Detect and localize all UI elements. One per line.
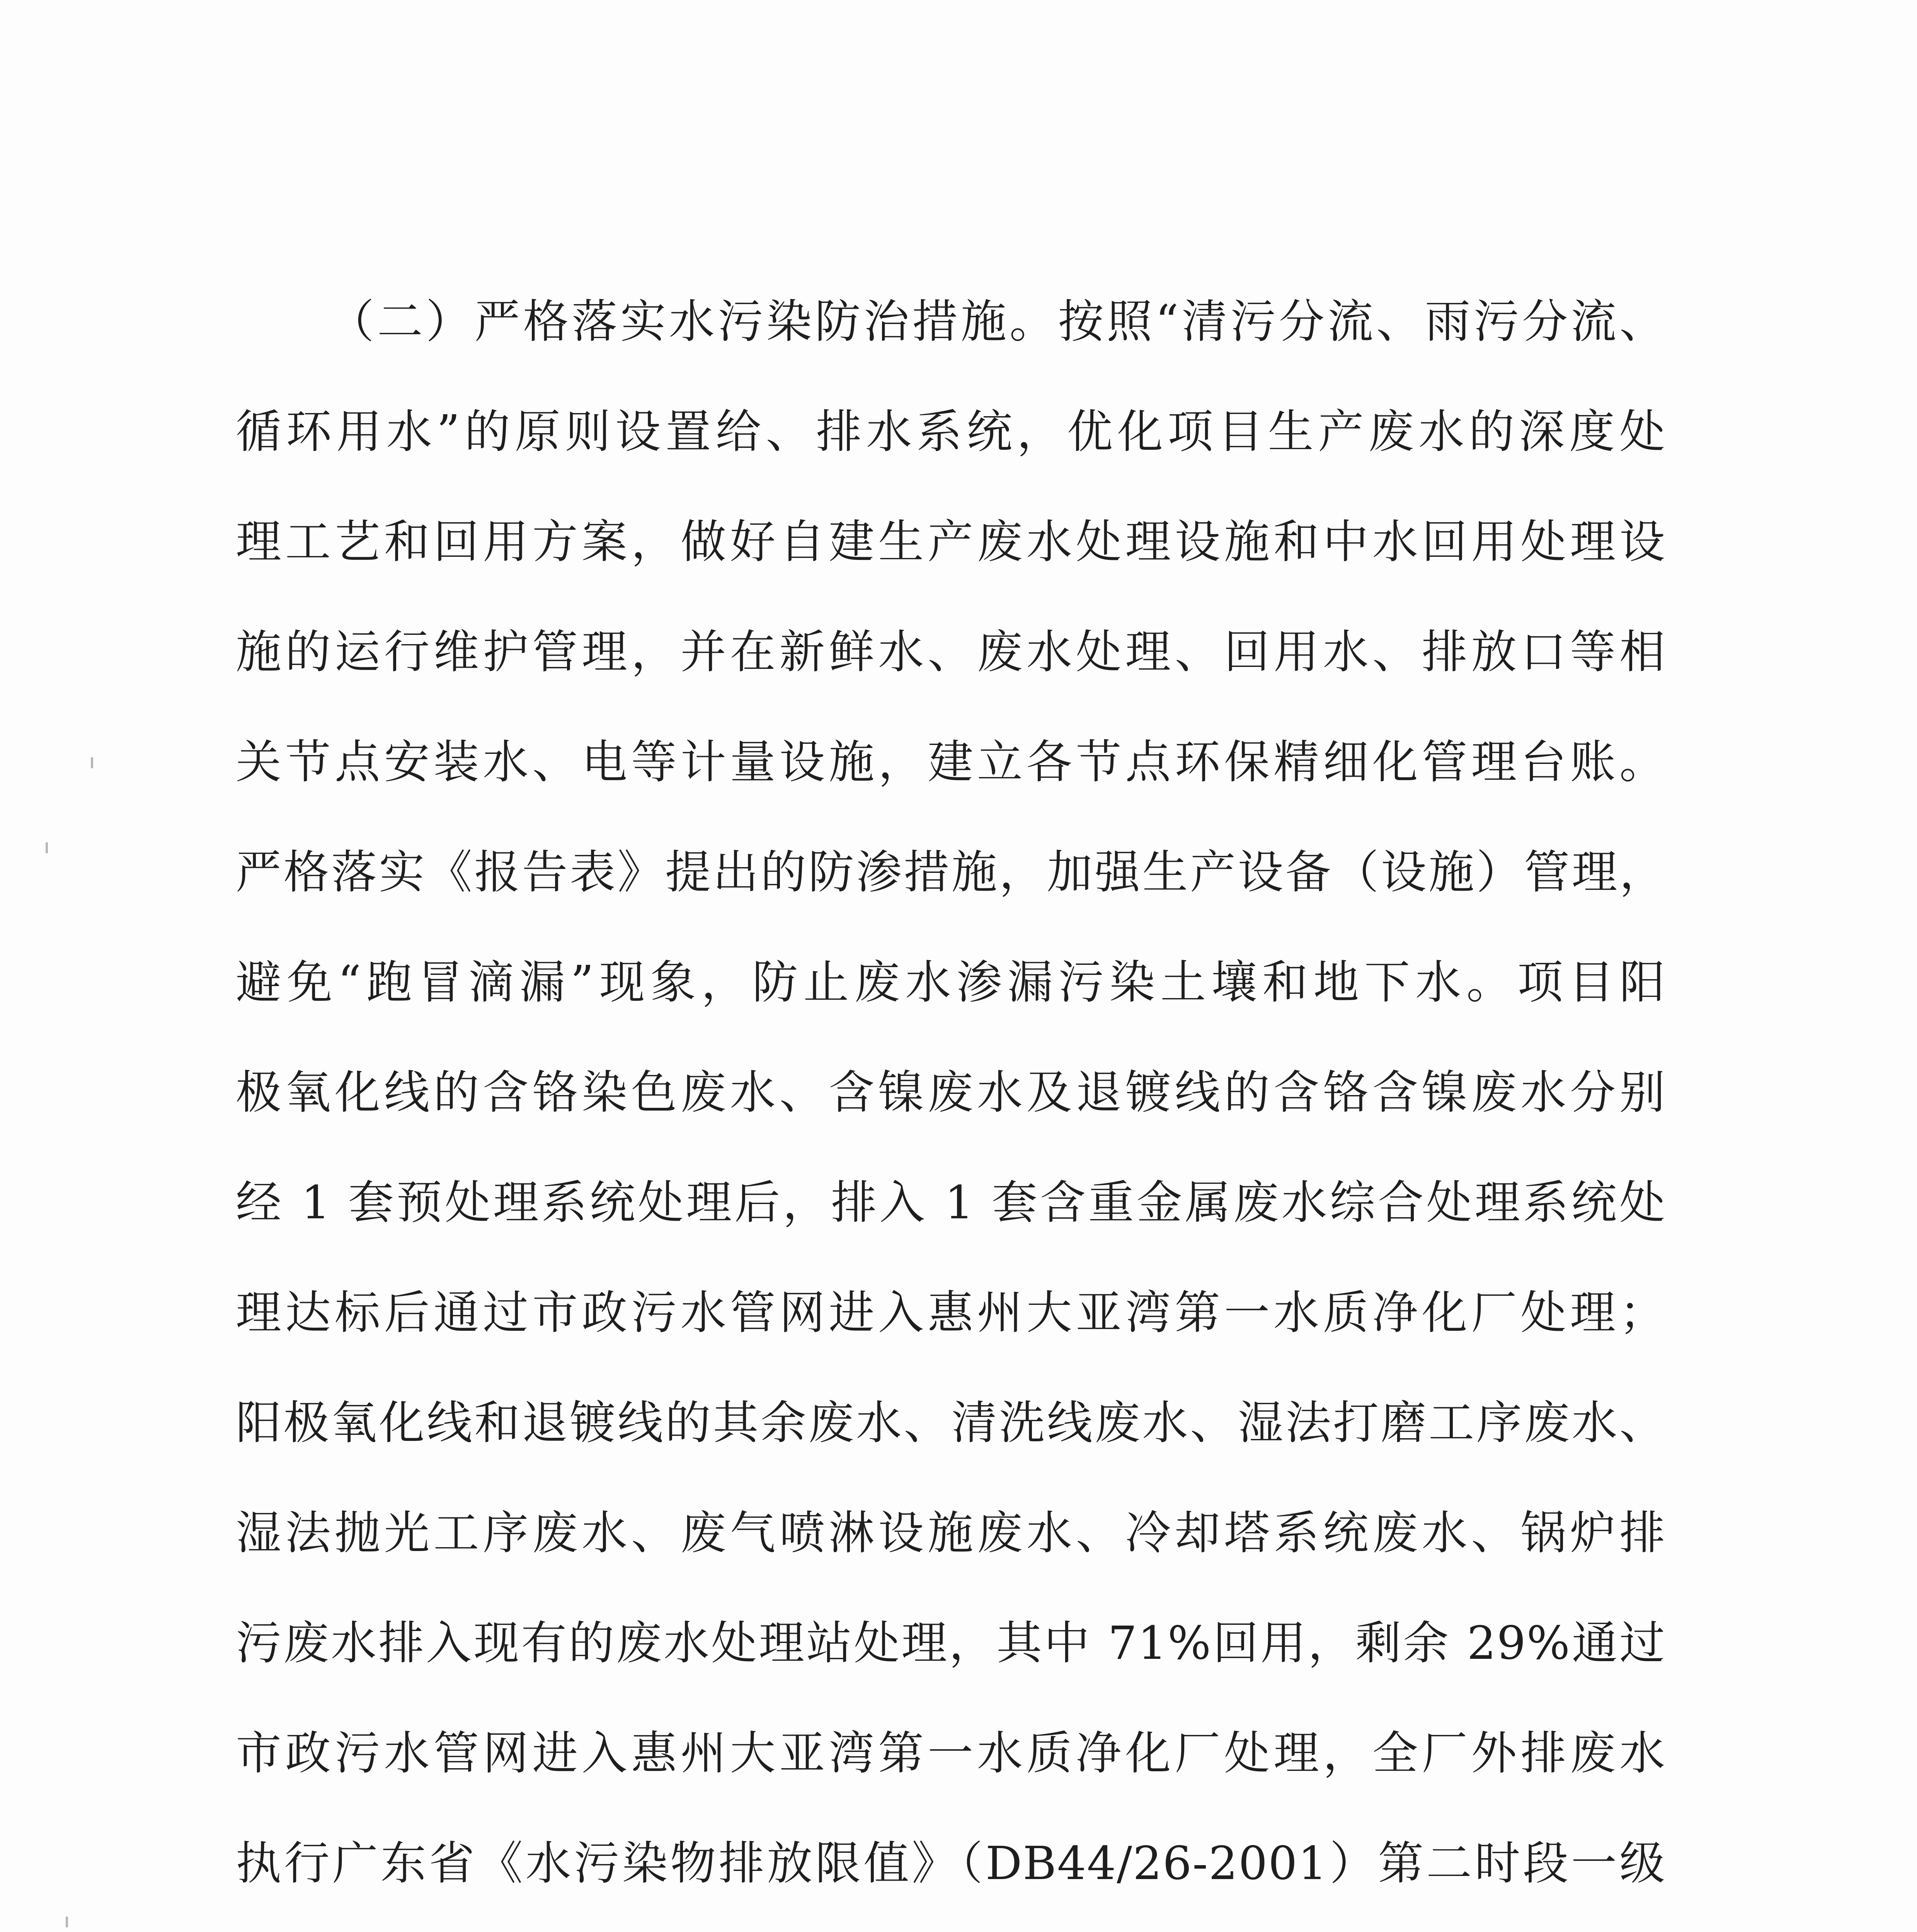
text-line: 理达标后通过市政污水管网进入惠州大亚湾第一水质净化厂处理； bbox=[236, 1286, 1666, 1339]
scan-speck bbox=[66, 1917, 68, 1927]
text-line: 阳极氧化线和退镀线的其余废水、清洗线废水、湿法打磨工序废水、 bbox=[236, 1396, 1666, 1449]
text-line: 理工艺和回用方案，做好自建生产废水处理设施和中水回用处理设 bbox=[236, 515, 1666, 568]
text-line: 湿法抛光工序废水、废气喷淋设施废水、冷却塔系统废水、锅炉排 bbox=[236, 1506, 1666, 1560]
text-line: 执行广东省《水污染物排放限值》（DB44/26-2001）第二时段一级 bbox=[236, 1837, 1666, 1890]
text-line: 市政污水管网进入惠州大亚湾第一水质净化厂处理，全厂外排废水 bbox=[236, 1726, 1666, 1780]
scan-speck bbox=[46, 842, 48, 853]
text-line: 施的运行维护管理，并在新鲜水、废水处理、回用水、排放口等相 bbox=[236, 625, 1666, 679]
text-line: 关节点安装水、电等计量设施，建立各节点环保精细化管理台账。 bbox=[236, 735, 1666, 789]
body-text bbox=[236, 267, 1666, 1932]
scan-speck bbox=[91, 757, 93, 768]
text-line: 循环用水”的原则设置给、排水系统，优化项目生产废水的深度处 bbox=[236, 405, 1666, 458]
text-line: 避免“跑冒滴漏”现象，防止废水渗漏污染土壤和地下水。项目阳 bbox=[236, 956, 1666, 1009]
text-line: 极氧化线的含铬染色废水、含镍废水及退镀线的含铬含镍废水分别 bbox=[236, 1066, 1666, 1119]
text-line: 严格落实《报告表》提出的防渗措施，加强生产设备（设施）管理， bbox=[236, 845, 1666, 899]
text-line: （二）严格落实水污染防治措施。按照“清污分流、雨污分流、 bbox=[329, 295, 1666, 348]
text-line: 经 1 套预处理系统处理后，排入 1 套含重金属废水综合处理系统处 bbox=[236, 1176, 1666, 1229]
text-line bbox=[236, 1918, 1666, 1932]
text-line: 污废水排入现有的废水处理站处理，其中 71%回用，剩余 29%通过 bbox=[236, 1616, 1666, 1670]
